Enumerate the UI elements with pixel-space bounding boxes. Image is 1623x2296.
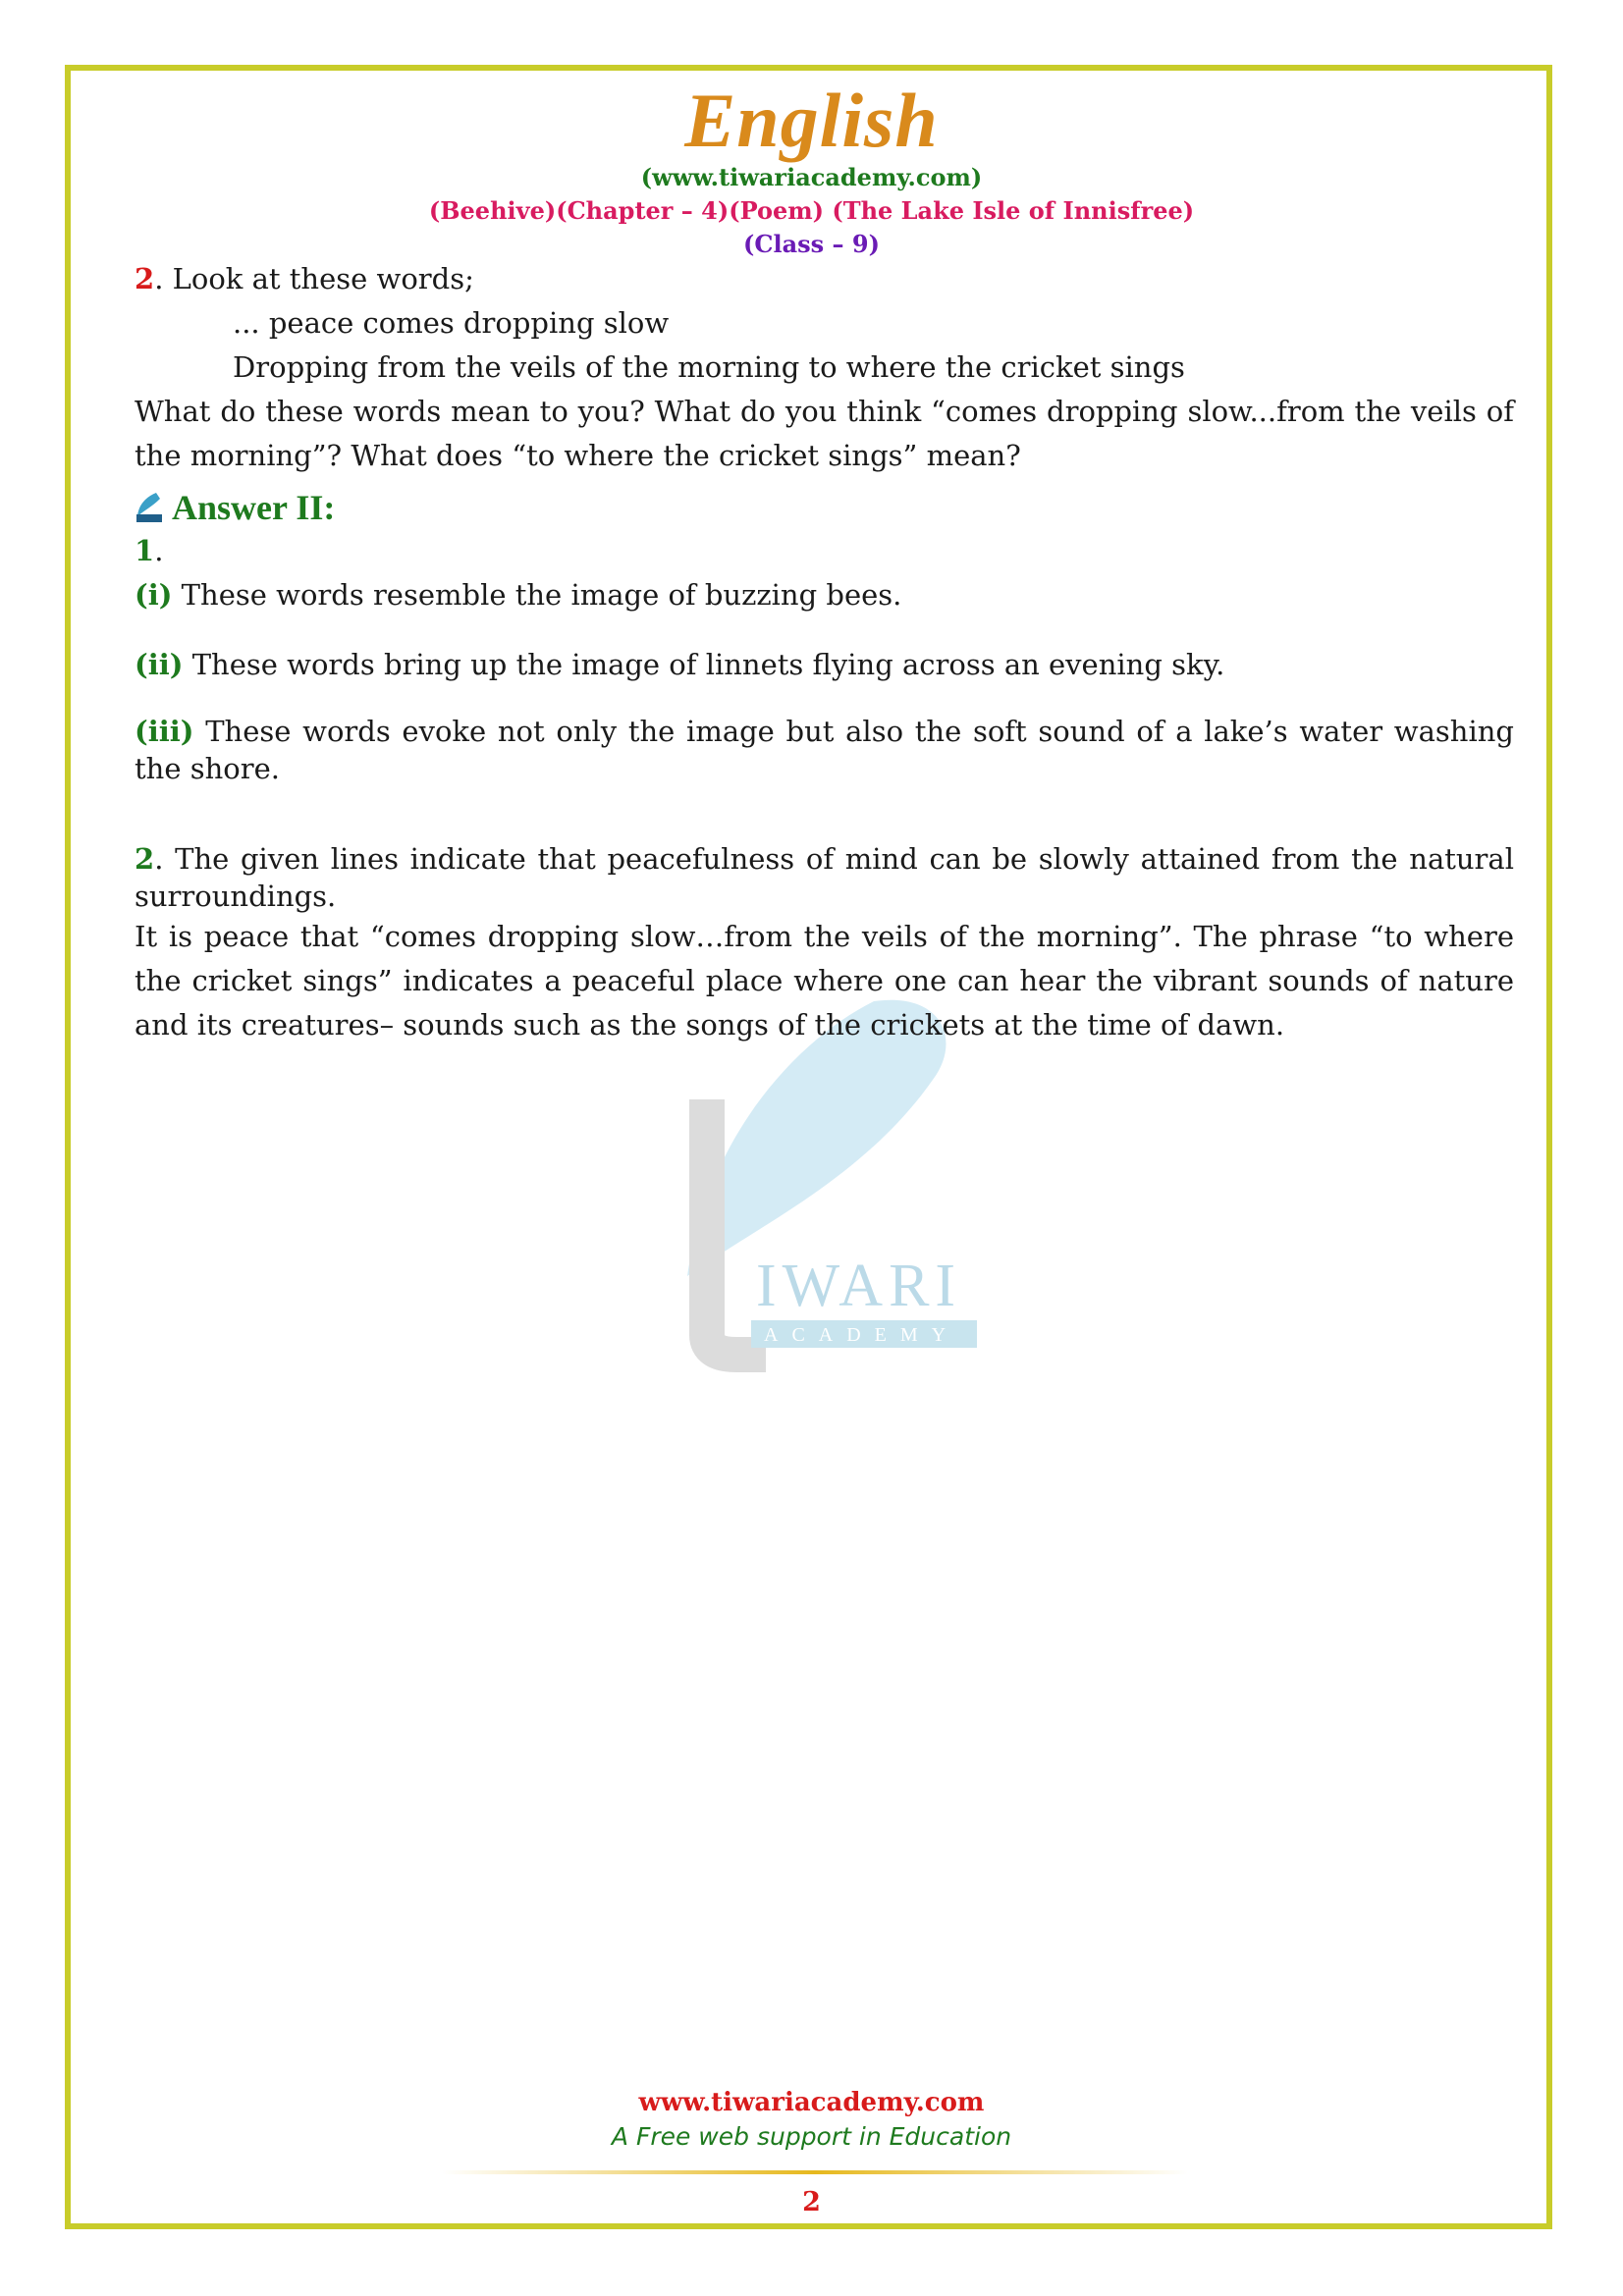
answer-heading bbox=[135, 486, 1514, 529]
answer-part-2-number: 2 bbox=[135, 842, 155, 876]
watermark-text: IWARI bbox=[756, 1253, 962, 1319]
item-text: These words resemble the image of buzzing bees. bbox=[172, 578, 902, 612]
quote-line-1: ... peace comes dropping slow bbox=[233, 306, 670, 340]
answer-item-ii bbox=[135, 643, 1514, 687]
answer-heading-label: Answer II: bbox=[172, 487, 336, 527]
footer-site-link[interactable]: www.tiwariacademy.com bbox=[638, 2088, 985, 2117]
answer-part-1-suffix: . bbox=[154, 534, 164, 567]
chapter-info: (Beehive)(Chapter – 4)(Poem) (The Lake Isle of Innisfree) bbox=[428, 196, 1195, 225]
footer-divider bbox=[442, 2170, 1188, 2174]
answer-part-2-paragraph: It is peace that “comes dropping slow…from the veils of the morning”. The phrase “to where the cricket sings” indicates a peaceful place where one can hear the vibrant sounds of nature and its creatures– sounds such as the songs of the crickets at the time of dawn. bbox=[135, 920, 1514, 1041]
answer-part-1 bbox=[135, 529, 1514, 573]
header-site-link[interactable]: (www.tiwariacademy.com) bbox=[640, 163, 983, 191]
question-2 bbox=[135, 257, 1514, 301]
main-content bbox=[135, 257, 1514, 1047]
footer-tagline: A Free web support in Education bbox=[611, 2122, 1012, 2151]
question-intro: . Look at these words; bbox=[154, 262, 474, 295]
answer-part-2-text: . The given lines indicate that peacefulness of mind can be slowly attained from the natural surroundings. bbox=[135, 842, 1514, 913]
answer-part-1-number: 1 bbox=[135, 534, 155, 567]
question-number: 2 bbox=[135, 262, 155, 295]
answer-item-iii bbox=[135, 713, 1514, 787]
item-label: (ii) bbox=[135, 648, 184, 681]
answer-part-2 bbox=[135, 840, 1514, 915]
item-label: (iii) bbox=[135, 715, 194, 748]
class-info: (Class – 9) bbox=[743, 230, 880, 258]
item-text: These words bring up the image of linnets flying across an evening sky. bbox=[183, 648, 1225, 681]
tiwari-logo-icon bbox=[135, 491, 164, 524]
item-text: These words evoke not only the image but also the soft sound of a lake’s water washing the shore. bbox=[135, 715, 1514, 785]
question-prompt: What do these words mean to you? What do you think “comes dropping slow...from the veils of the morning”? What does “to where the cricket sings” mean? bbox=[135, 395, 1514, 472]
page-title: English bbox=[684, 78, 939, 163]
answer-item-i bbox=[135, 573, 1514, 617]
quote-line-2: Dropping from the veils of the morning to where the cricket sings bbox=[233, 350, 1185, 384]
item-label: (i) bbox=[135, 578, 173, 612]
watermark-subtext: ACADEMY bbox=[764, 1324, 960, 1346]
page-number: 2 bbox=[802, 2187, 821, 2217]
